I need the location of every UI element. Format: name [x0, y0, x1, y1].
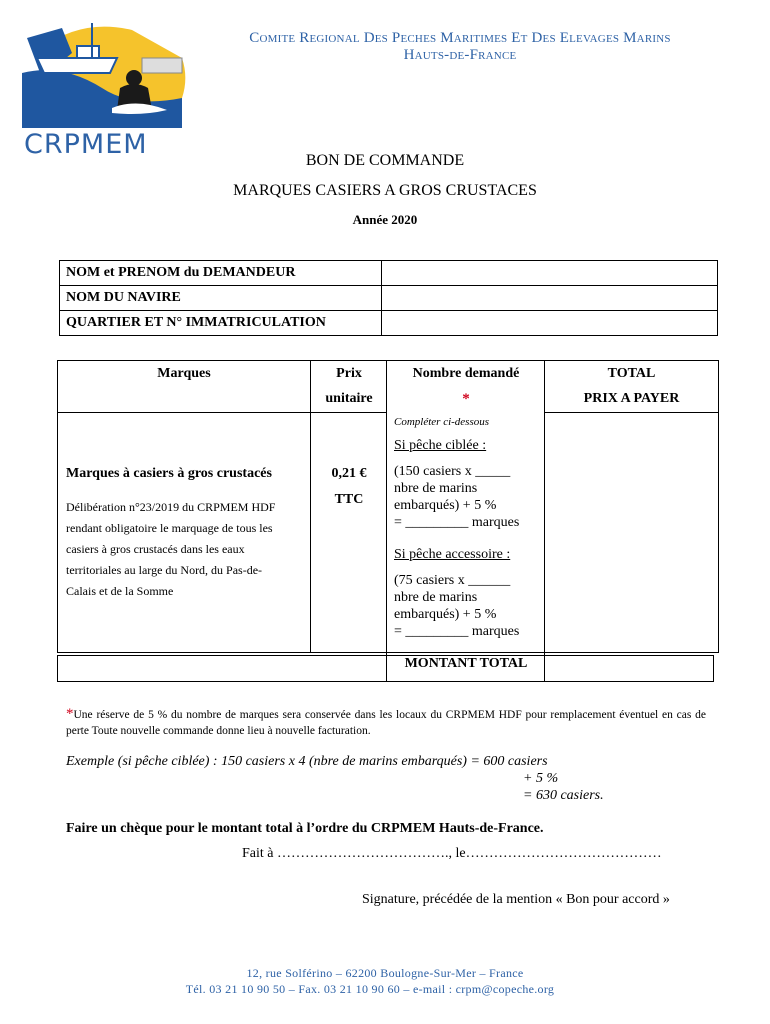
title-line2: MARQUES CASIERS A GROS CRUSTACES [233, 182, 537, 199]
title-line1: BON DE COMMANDE [305, 152, 465, 169]
total-amount-field[interactable] [546, 657, 712, 681]
organization-header [190, 30, 730, 64]
col-total-header-2: PRIX A PAYER [583, 391, 680, 406]
col-marks-header: Marques [157, 366, 211, 381]
item-desc-3: casiers à gros crustacés dans les eaux [66, 542, 245, 556]
table-row [60, 286, 718, 311]
footer-address: 12, rue Solférino – 62200 Boulogne-Sur-Mer – France [246, 966, 524, 980]
example-line-1: Exemple (si pêche ciblée) : 150 casiers x 4 (nbre de marins embarqués) = 600 casiers [66, 754, 548, 769]
logo-text: CRPMEM [24, 129, 148, 160]
example-line-2: + 5 % [523, 771, 559, 786]
total-price-field[interactable] [546, 418, 718, 650]
accessory-line-4: = _________ marques [394, 624, 520, 639]
item-desc-2: rendant obligatoire le marquage de tous les [66, 521, 273, 535]
total-amount-label: MONTANT TOTAL [404, 656, 528, 671]
reserve-footnote [66, 706, 706, 739]
footnote-text: Une réserve de 5 % du nombre de marques sera conservée dans les locaux du CRPMEM HDF pour remplacement éventuel en cas de perte Toute nouvelle commande donne lieu à nouvelle facturation. [66, 709, 706, 737]
item-desc-1: Délibération n°23/2019 du CRPMEM HDF [66, 500, 276, 514]
col-qty-asterisk: * [462, 391, 470, 407]
footnote-asterisk: * [66, 706, 74, 722]
col-price-header-1: Prix [336, 366, 362, 381]
accessory-calculation[interactable] [394, 572, 519, 640]
signature-label: Signature, précédée de la mention « Bon pour accord » [362, 892, 670, 907]
name-field[interactable] [382, 261, 718, 286]
targeted-calculation[interactable] [394, 463, 519, 531]
unit-price-ttc: TTC [334, 492, 364, 507]
col-price-header-2: unitaire [325, 391, 373, 406]
title-year: Année 2020 [352, 212, 418, 227]
vessel-field[interactable] [382, 286, 718, 311]
item-title: Marques à casiers à gros crustacés [66, 466, 272, 481]
col-qty-header: Nombre demandé [412, 366, 520, 381]
registration-field[interactable] [382, 311, 718, 336]
cheque-instruction: Faire un chèque pour le montant total à l’ordre du CRPMEM Hauts-de-France. [66, 821, 544, 836]
org-name-line2: Hauts-de-France [403, 47, 517, 63]
crpmem-logo [22, 18, 194, 160]
place-date-field[interactable]: Fait à ………………………………., le…………………………………… [242, 846, 662, 861]
targeted-line-1: (150 casiers x _____ [394, 464, 511, 479]
registration-label: QUARTIER ET N° IMMATRICULATION [60, 311, 382, 336]
col-total-header-1: TOTAL [607, 366, 656, 381]
example-line-3: = 630 casiers. [523, 788, 604, 803]
name-label: NOM et PRENOM du DEMANDEUR [60, 261, 382, 286]
targeted-line-4: = _________ marques [394, 515, 520, 530]
applicant-table [59, 260, 718, 336]
accessory-fishing-title: Si pêche accessoire : [394, 547, 511, 562]
complete-hint: Compléter ci-dessous [394, 416, 490, 428]
unit-price: 0,21 € [331, 466, 367, 481]
item-desc-5: Calais et de la Somme [66, 584, 174, 598]
table-row [60, 311, 718, 336]
form-title [0, 152, 770, 170]
targeted-line-2: nbre de marins [394, 481, 478, 496]
targeted-fishing-title: Si pêche ciblée : [394, 438, 487, 453]
accessory-line-1: (75 casiers x ______ [394, 573, 511, 588]
fishing-boat-logo-icon [22, 18, 194, 128]
table-row [60, 261, 718, 286]
accessory-line-2: nbre de marins [394, 590, 478, 605]
accessory-line-3: embarqués) + 5 % [394, 607, 497, 622]
targeted-line-3: embarqués) + 5 % [394, 498, 497, 513]
item-desc-4: territoriales au large du Nord, du Pas-de- [66, 563, 263, 577]
org-name-line1: Comite Regional Des Peches Maritimes Et Des Elevages Marins [249, 30, 671, 46]
vessel-label: NOM DU NAVIRE [60, 286, 382, 311]
footer-contact: Tél. 03 21 10 90 50 – Fax. 03 21 10 90 60 – e-mail : crpm@copeche.org [185, 982, 555, 996]
